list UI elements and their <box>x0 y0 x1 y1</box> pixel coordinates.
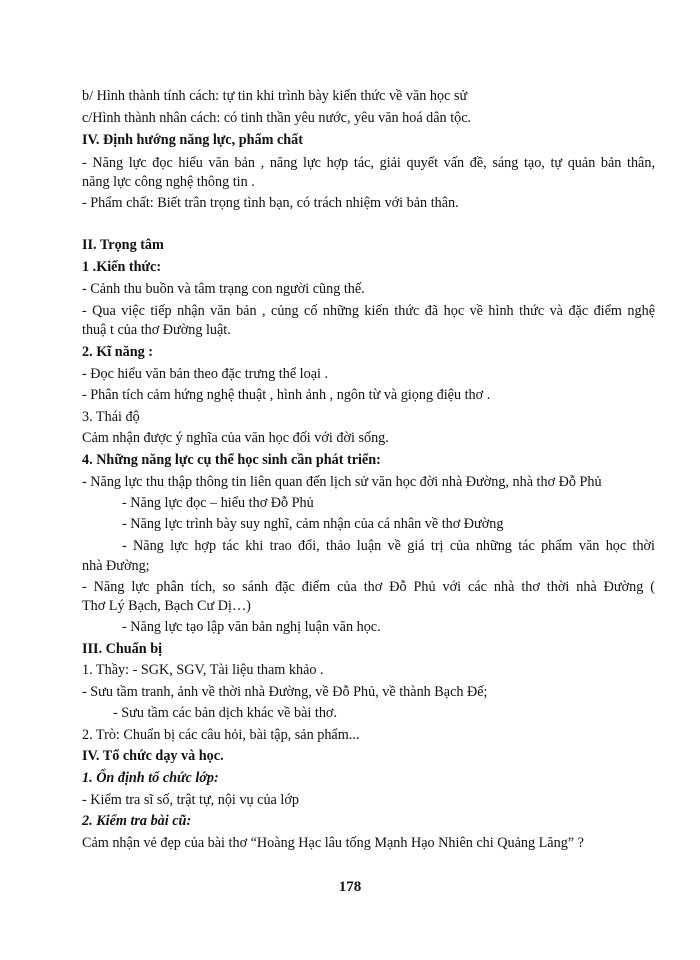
section-heading: IV. Tổ chức dạy và học. <box>82 748 224 764</box>
text-line: - Năng lực đọc hiểu văn bản , năng lực hợp tác, giải quyết vấn đề, sáng tạo, tự quản bản thân, <box>82 155 655 171</box>
text-line: Cảm nhận vẻ đẹp của bài thơ “Hoàng Hạc lâu tống Mạnh Hạo Nhiên chi Quảng Lăng” ? <box>82 835 584 851</box>
text-line: - Cảnh thu buồn và tâm trạng con người cũng thế. <box>82 281 365 297</box>
section-heading: III. Chuẩn bị <box>82 641 163 657</box>
text-line: c/Hình thành nhân cách: có tinh thần yêu nước, yêu văn hoá dân tộc. <box>82 110 472 126</box>
text-line: năng lực công nghệ thông tin . <box>82 174 255 190</box>
text-line: - Kiểm tra sĩ số, trật tự, nội vụ của lớp <box>82 792 299 808</box>
text-line: - Năng lực thu thập thông tin liên quan đến lịch sử văn học đời nhà Đường, nhà thơ Đỗ Phủ <box>82 474 602 490</box>
page-number: 178 <box>338 879 362 895</box>
text-line: Cảm nhận được ý nghĩa của văn học đối với đời sống. <box>82 430 389 446</box>
subheading: 2. Kĩ năng : <box>82 344 153 360</box>
text-line: - Năng lực phân tích, so sánh đặc điểm của thơ Đỗ Phủ với các nhà thơ thời nhà Đường ( <box>82 579 655 595</box>
text-line: - Đọc hiểu văn bản theo đặc trưng thể loại . <box>82 366 329 382</box>
text-line: - Năng lực trình bày suy nghĩ, cảm nhận của cá nhân về thơ Đường <box>122 516 504 532</box>
subheading: 1 .Kiến thức: <box>82 259 162 275</box>
list-item: - Sưu tầm các bản dịch khác về bài thơ. <box>113 705 337 721</box>
text-line: - Qua việc tiếp nhận văn bản , củng cố những kiến thức đã học về hình thức và đặc điểm nghệ <box>82 303 655 319</box>
subheading: 1. Ổn định tổ chức lớp: <box>82 770 219 786</box>
text-line: - Năng lực tạo lập văn bản nghị luận văn học. <box>122 619 381 635</box>
subheading: 4. Những năng lực cụ thể học sinh cần phát triển: <box>82 452 381 468</box>
text-line: b/ Hình thành tính cách: tự tin khi trình bày kiến thức về văn học sử <box>82 88 468 104</box>
text-line: thuậ t của thơ Đường luật. <box>82 322 231 338</box>
subheading: 3. Thái độ <box>82 409 140 425</box>
text-line: - Năng lực hợp tác khi trao đổi, thảo luận về giá trị của những tác phẩm văn học thời <box>122 538 655 554</box>
text-line: nhà Đường; <box>82 558 150 574</box>
text-line: - Sưu tầm tranh, ảnh về thời nhà Đường, về Đỗ Phủ, về thành Bạch Đế; <box>82 684 488 700</box>
text-line: Thơ Lý Bạch, Bạch Cư Dị…) <box>82 598 251 614</box>
section-heading: II. Trọng tâm <box>82 237 164 253</box>
section-heading: IV. Định hướng năng lực, phẩm chất <box>82 132 303 148</box>
text-line: - Năng lực đọc – hiểu thơ Đỗ Phủ <box>122 495 314 511</box>
text-line: 1. Thầy: - SGK, SGV, Tài liệu tham khảo . <box>82 662 324 678</box>
text-line: - Phẩm chất: Biết trân trọng tình bạn, có trách nhiệm với bản thân. <box>82 195 459 211</box>
subheading: 2. Kiểm tra bài cũ: <box>82 813 192 829</box>
text-line: 2. Trò: Chuẩn bị các câu hỏi, bài tập, sản phẩm... <box>82 727 360 743</box>
text-line: - Phân tích cảm hứng nghệ thuật , hình ảnh , ngôn từ và giọng điệu thơ . <box>82 387 491 403</box>
